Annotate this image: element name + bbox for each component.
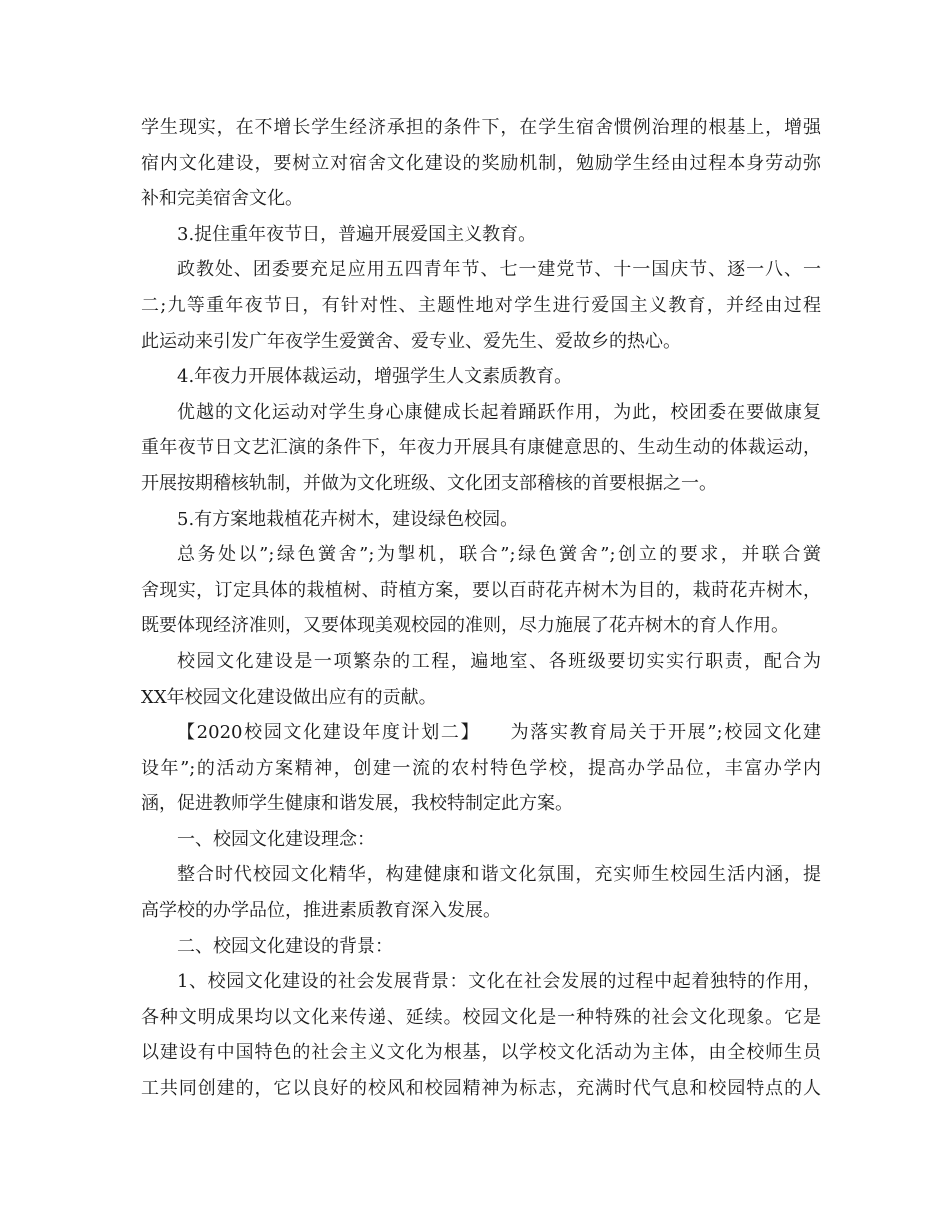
text-line: 一、校园文化建设理念： bbox=[177, 828, 375, 850]
text-line: 既要体现经济准则，又要体现美观校园的准则，尽力施展了花卉树木的育人作用。 bbox=[141, 615, 789, 637]
text-line: 涵，促进教师学生健康和谐发展，我校特制定此方案。 bbox=[141, 793, 573, 815]
text-line: 3.捉住重年夜节日，普遍开展爱国主义教育。 bbox=[177, 223, 537, 245]
text-line: 设年”;的活动方案精神，创建一流的农村特色学校，提高办学品位，丰富办学内 bbox=[141, 757, 821, 779]
text-line: 4.年夜力开展体裁运动，增强学生人文素质教育。 bbox=[177, 366, 573, 388]
text-line: 5.有方案地栽植花卉树木，建设绿色校园。 bbox=[177, 508, 519, 530]
text-line: 以建设有中国特色的社会主义文化为根基，以学校文化活动为主体，由全校师生员 bbox=[141, 1042, 821, 1064]
text-line: 政教处、团委要充足应用五四青年节、七一建党节、十一国庆节、逐一八、一 bbox=[177, 259, 821, 281]
text-line: 优越的文化运动对学生身心康健成长起着踊跃作用，为此，校团委在要做康复 bbox=[177, 401, 821, 423]
text-line: 二、校园文化建设的背景： bbox=[177, 935, 393, 957]
text-line: 开展按期稽核轨制，并做为文化班级、文化团支部稽核的首要根据之一。 bbox=[141, 472, 717, 494]
text-line: 1、校园文化建设的社会发展背景：文化在社会发展的过程中起着独特的作用， bbox=[177, 971, 821, 993]
text-line: 工共同创建的，它以良好的校风和校园精神为标志，充满时代气息和校园特点的人 bbox=[141, 1078, 821, 1100]
text-line: 整合时代校园文化精华，构建健康和谐文化氛围，充实师生校园生活内涵，提 bbox=[177, 864, 821, 886]
text-line: 宿内文化建设，要树立对宿舍文化建设的奖励机制，勉励学生经由过程本身劳动弥 bbox=[141, 152, 821, 174]
text-line: 此运动来引发广年夜学生爱黉舍、爱专业、爱先生、爱故乡的热心。 bbox=[141, 330, 681, 352]
text-line: 高学校的办学品位，推进素质教育深入发展。 bbox=[141, 900, 501, 922]
text-line: 二;九等重年夜节日，有针对性、主题性地对学生进行爱国主义教育，并经由过程 bbox=[141, 294, 821, 316]
text-line: 各种文明成果均以文化来传递、延续。校园文化是一种特殊的社会文化现象。它是 bbox=[141, 1006, 821, 1028]
text-line: XX年校园文化建设做出应有的贡献。 bbox=[141, 686, 437, 708]
text-line: 总务处以”;绿色黉舍”;为掣机，联合”;绿色黉舍”;创立的要求，并联合黉 bbox=[177, 544, 821, 566]
text-line: 【2020校园文化建设年度计划二】 为落实教育局关于开展”;校园文化建 bbox=[177, 722, 821, 744]
text-line: 校园文化建设是一项繁杂的工程，遍地室、各班级要切实实行职责，配合为 bbox=[177, 650, 821, 672]
text-line: 补和完美宿舍文化。 bbox=[141, 188, 303, 210]
document-body bbox=[141, 110, 821, 1107]
text-line: 学生现实，在不增长学生经济承担的条件下，在学生宿舍惯例治理的根基上，增强 bbox=[141, 117, 821, 138]
text-line: 舍现实，订定具体的栽植树、莳植方案，要以百莳花卉树木为目的，栽莳花卉树木， bbox=[141, 579, 821, 601]
text-line: 重年夜节日文艺汇演的条件下，年夜力开展具有康健意思的、生动生动的体裁运动， bbox=[141, 437, 821, 459]
